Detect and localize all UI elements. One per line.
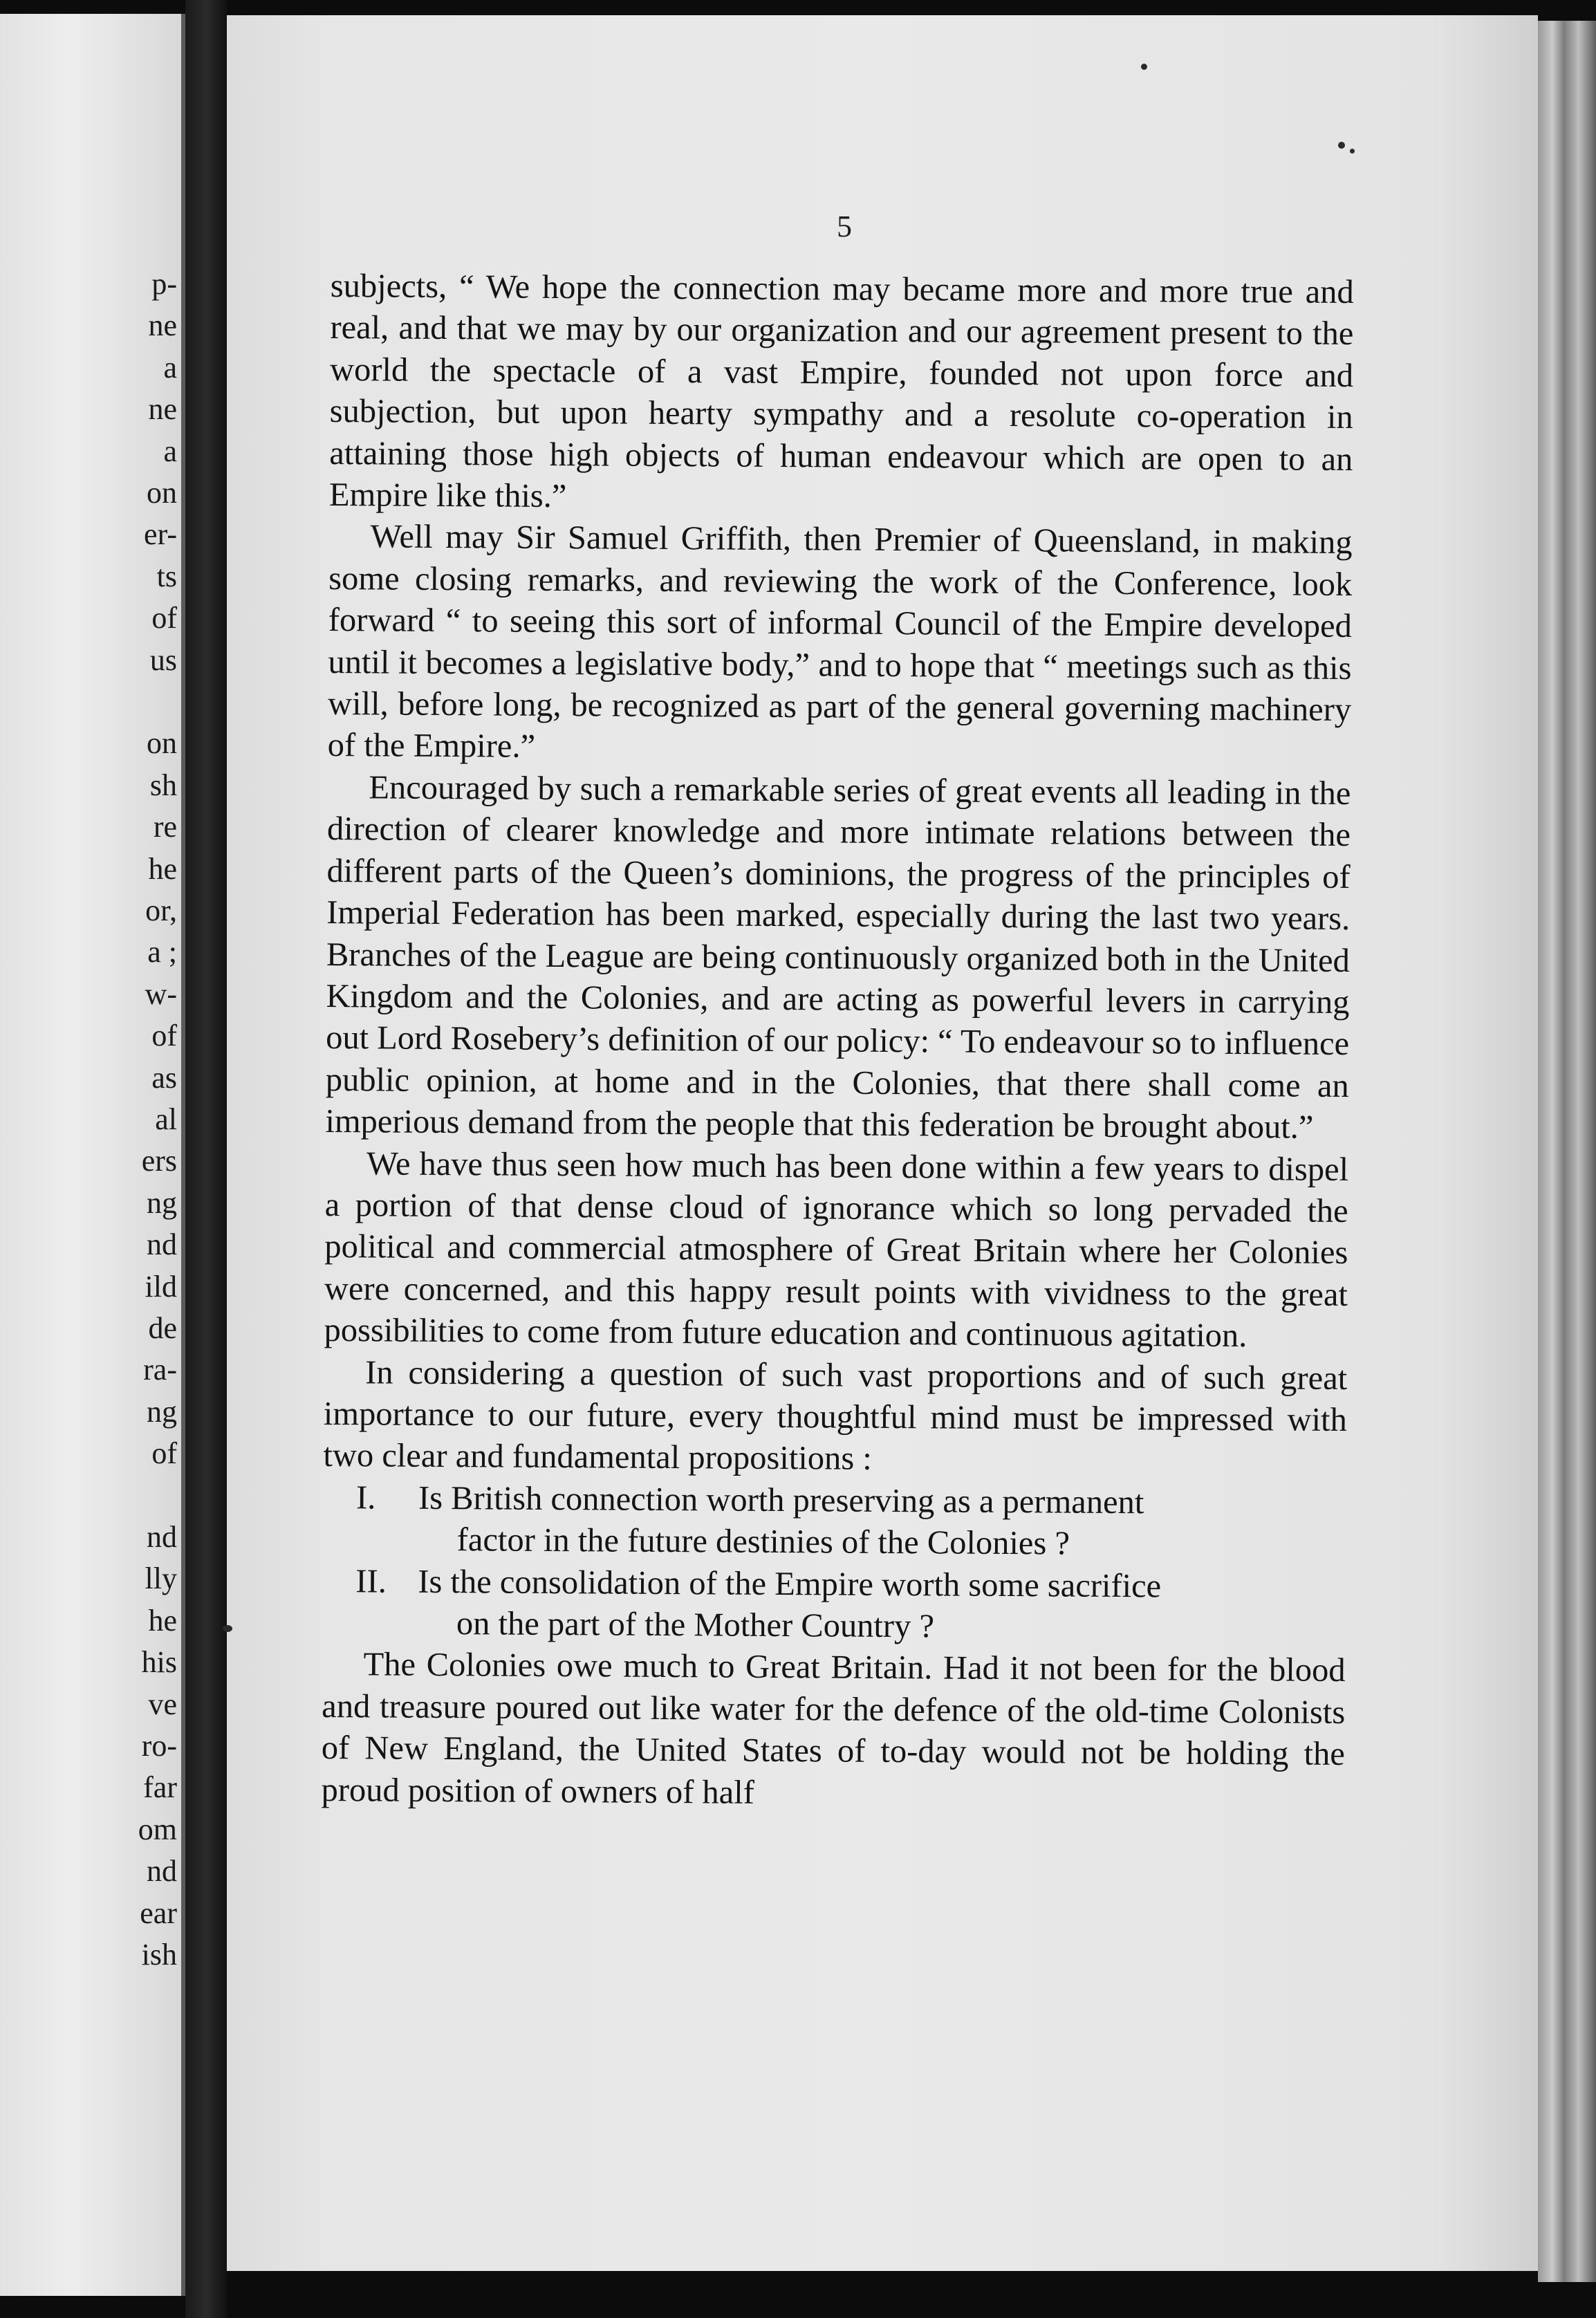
paragraph: Encouraged by such a remarkable series of great events all leading in the direction of clearer knowledge and more intimate relations between the different parts of the Queen’s dominions, the progress of the principles of Imperial Federation has been marked, especially during the last two years. Branches of the League are being continuously organized both in the United Kingdom and the Colonies, and are acting as powerful levers in carrying out Lord Rosebery’s definition of our policy: “ To endeavour so to influence public opinion, at home and in the Colonies, that there shall come an imperious demand from the people that this federation be brought about.”	[325, 769, 1351, 1146]
paragraph: We have thus seen how much has been done within a few years to dispel a portion of that dense cloud of ignorance which so long pervaded the political and commercial atmosphere of Great Britain where her Colonies were concerned, and this happy result points with vividness to the great possibilities to come from future education and continuous agitation.	[324, 1144, 1349, 1355]
previous-page-fragment-text: ng	[147, 1185, 177, 1220]
page-body-text	[321, 266, 1354, 1817]
previous-page-fragment-text: of	[151, 1436, 177, 1471]
previous-page-fragment-text: nd	[147, 1854, 177, 1889]
paragraph: The Colonies owe much to Great Britain. Had it not been for the blood and treasure poured out like water for the defence of the old-time Colonists of New England, the United States of to-day would not be holding the proud position of owners of half	[321, 1646, 1346, 1811]
previous-page-fragment-text: us	[149, 642, 177, 677]
previous-page-fragment-text: on	[147, 476, 177, 510]
proposition-line: on the part of the Mother Country ?	[456, 1605, 935, 1645]
previous-page-fragment-text: ild	[145, 1269, 177, 1304]
previous-page-fragment-text: de	[148, 1311, 177, 1345]
previous-page-fragment-text: he	[148, 1603, 177, 1638]
proposition-line: Is the consolidation of the Empire worth some sacrifice	[418, 1563, 1162, 1604]
proposition-numeral: II.	[355, 1562, 387, 1600]
proposition-text	[418, 1478, 1347, 1567]
paragraph: In considering a question of such vast proportions and of such great importance to our future, every thoughtful mind must be impressed with two clear and fundamental propositions :	[323, 1353, 1348, 1478]
ink-speck	[1141, 64, 1147, 70]
book-edge	[1538, 21, 1596, 2282]
previous-page-fragment-text: er-	[144, 517, 177, 552]
previous-page-fragment-text: nd	[147, 1520, 177, 1554]
proposition-line: Is British connection worth preserving as a permanent	[418, 1479, 1144, 1521]
previous-page-fragment-text: p-	[151, 267, 177, 301]
previous-page-fragment-text: ng	[147, 1394, 177, 1429]
previous-page-line-endings	[0, 14, 181, 2296]
previous-page-fragment-text: ve	[148, 1687, 177, 1721]
previous-page-fragment	[0, 14, 181, 2296]
proposition-item	[355, 1561, 1346, 1651]
paragraph: Well may Sir Samuel Griffith, then Premier of Queensland, in making some closing remarks, and reviewing the work of the Conference, look forward “ to seeing this sort of informal Council of the Empire developed until it becomes a legislative body,” and to hope that “ meetings such as this will, before long, be recognized as part of the general governing machinery of the Empire.”	[327, 518, 1353, 766]
previous-page-fragment-text: ts	[156, 559, 177, 593]
previous-page-fragment-text: ish	[141, 1938, 177, 1972]
paragraph: subjects, “ We hope the connection may became more and more true and real, and that we may by our organization and our agreement present to the world the spectacle of a vast Empire, founded not upon force and subjection, but upon hearty sympathy and a resolute co-operation in attaining those high objects of human endeavour which are open to an Empire like this.”	[328, 267, 1354, 515]
proposition-text	[418, 1561, 1346, 1650]
previous-page-fragment-text: as	[151, 1060, 177, 1095]
previous-page-fragment-text: ro-	[141, 1729, 177, 1763]
ink-speck	[223, 1625, 232, 1632]
proposition-numeral: I.	[355, 1479, 376, 1517]
previous-page-fragment-text: on	[147, 726, 177, 761]
ink-speck	[1338, 142, 1345, 149]
previous-page-fragment-text: ra-	[143, 1353, 177, 1387]
previous-page-fragment-text: ers	[141, 1144, 177, 1178]
previous-page-fragment-text: om	[138, 1812, 177, 1846]
previous-page-fragment-text: nd	[147, 1227, 177, 1262]
previous-page-fragment-text: lly	[145, 1561, 177, 1596]
previous-page-fragment-text: re	[153, 810, 177, 844]
proposition-item	[356, 1477, 1347, 1567]
ink-speck	[1350, 149, 1355, 154]
previous-page-fragment-text: sh	[149, 768, 177, 802]
previous-page-fragment-text: of	[151, 601, 177, 636]
previous-page-fragment-text: of	[151, 1019, 177, 1053]
previous-page-fragment-text: or,	[145, 893, 177, 927]
previous-page-fragment-text: al	[155, 1102, 177, 1136]
previous-page-fragment-text: a ;	[147, 935, 177, 970]
book-gutter	[185, 0, 227, 2318]
previous-page-fragment-text: his	[141, 1645, 177, 1680]
previous-page-fragment-text: ne	[148, 392, 177, 427]
previous-page-fragment-text: ne	[148, 308, 177, 343]
proposition-line: factor in the future destinies of the Colonies ?	[456, 1521, 1070, 1562]
previous-page-fragment-text: a	[163, 434, 177, 468]
previous-page-fragment-text: a	[163, 350, 177, 384]
previous-page-fragment-text: far	[143, 1770, 177, 1805]
page-number: 5	[837, 210, 852, 243]
previous-page-fragment-text: w-	[145, 976, 177, 1011]
previous-page-fragment-text: ear	[140, 1895, 177, 1930]
previous-page-fragment-text: he	[148, 851, 177, 886]
